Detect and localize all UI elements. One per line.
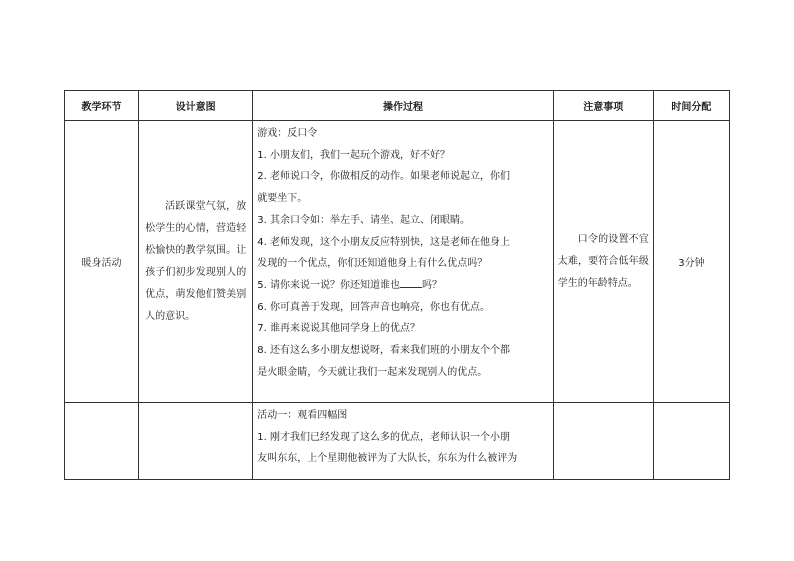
process-cell [253, 121, 553, 403]
header-process: 操作过程 [253, 91, 553, 121]
table-row-activity1 [65, 403, 730, 480]
fill-blank [400, 277, 422, 288]
process-line: 3. 其余口令如：举左手、请坐、起立、闭眼睛。 [257, 214, 470, 226]
time-cell-empty [653, 403, 729, 480]
process-line: 发现的一个优点，你们还知道他身上有什么优点吗？ [257, 258, 488, 270]
design-cell-empty [139, 403, 253, 480]
process-text: 5. 请你来说一说？你还知道谁也 [257, 279, 400, 291]
header-time: 时间分配 [653, 91, 729, 121]
process-line: 8. 还有这么多小朋友想说呀，看来我们班的小朋友个个都 [257, 345, 510, 357]
lesson-plan-table [64, 90, 730, 480]
process-line: 是火眼金睛，今天就让我们一起来发现别人的优点。 [257, 366, 488, 378]
process-line: 2. 老师说口令，你做相反的动作。如果老师说起立，你们 [257, 171, 510, 183]
stage-cell-empty [65, 403, 139, 480]
header-design: 设计意图 [139, 91, 253, 121]
header-stage: 教学环节 [65, 91, 139, 121]
process-line-with-blank [257, 275, 548, 297]
process-line: 4. 老师发现，这个小朋友反应特别快，这是老师在他身上 [257, 236, 510, 248]
stage-cell: 暖身活动 [65, 121, 139, 403]
process-line: 1. 刚才我们已经发现了这么多的优点，老师认识一个小朋 [257, 431, 510, 443]
header-notes: 注意事项 [553, 91, 653, 121]
process-line: 友叫东东，上个星期他被评为了大队长，东东为什么被评为 [257, 453, 518, 465]
process-cell [253, 403, 553, 480]
process-line: 活动一：观看四幅图 [257, 410, 348, 421]
process-line: 7. 谁再来说说其他同学身上的优点？ [257, 323, 420, 335]
process-line: 1. 小朋友们，我们一起玩个游戏，好不好？ [257, 149, 450, 161]
notes-cell: 口令的设置不宜太难，要符合低年级学生的年龄特点。 [553, 121, 653, 403]
design-cell: 活跃课堂气氛，放松学生的心情，营造轻松愉快的教学氛围。让孩子们初步发现别人的优点，萌发他们赞美别人的意识。 [139, 121, 253, 403]
table-row-warmup [65, 121, 730, 403]
process-line: 6. 你可真善于发现，回答声音也响亮，你也有优点。 [257, 301, 490, 313]
process-line: 就要坐下。 [257, 193, 308, 205]
process-line: 游戏：反口令 [257, 128, 318, 139]
time-cell: 3分钟 [653, 121, 729, 403]
notes-cell-empty [553, 403, 653, 480]
header-row [65, 91, 730, 121]
process-text-tail: 吗？ [422, 279, 442, 291]
